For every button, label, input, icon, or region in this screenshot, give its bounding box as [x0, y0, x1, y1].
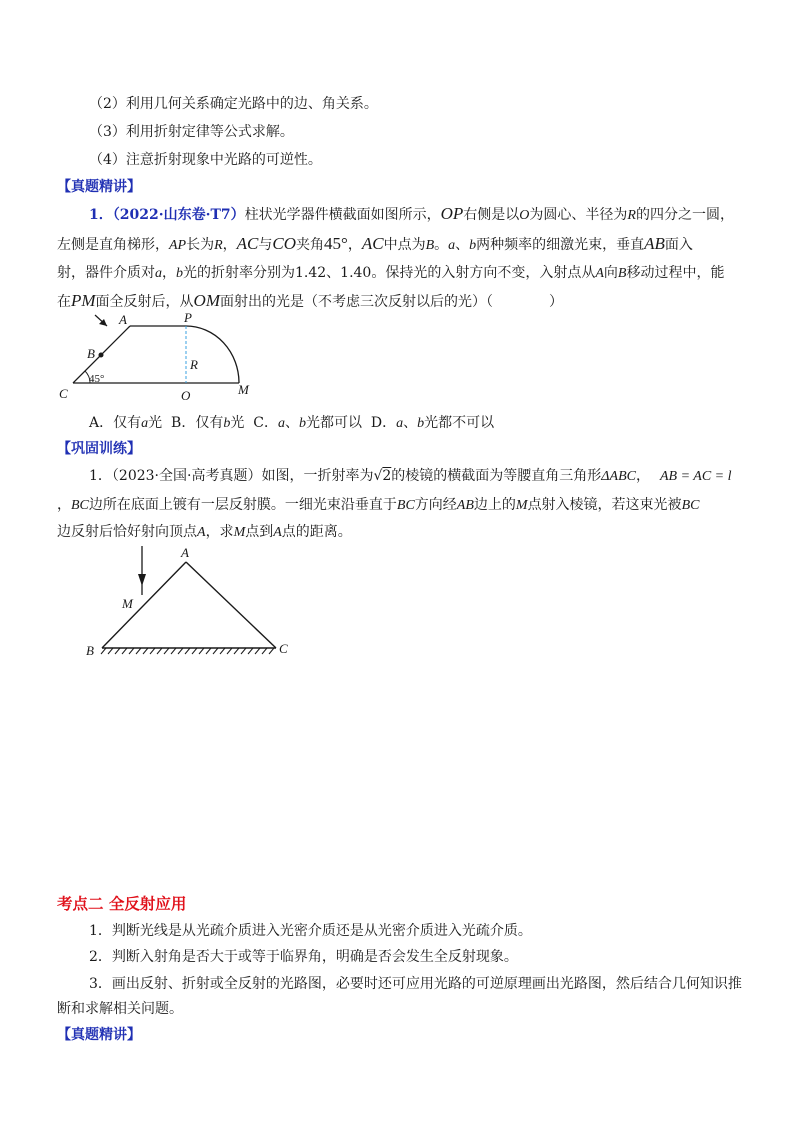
q1-text: 为圆心、半径为	[529, 207, 628, 223]
hatch-mark	[262, 648, 267, 654]
q2-text: 方向经	[414, 497, 457, 513]
section-header-zhenti-2: 【真题精讲】	[57, 1027, 141, 1043]
arc-PM	[186, 326, 239, 383]
option-var: b	[417, 416, 425, 431]
q1-source: （2022·山东卷·T7）	[112, 207, 245, 223]
step-3: （3）利用折射定律等公式求解。	[89, 124, 294, 140]
step-2: （2）利用几何关系确定光路中的边、角关系。	[89, 96, 378, 112]
option-text: 、	[403, 415, 418, 431]
hatch-mark	[115, 648, 120, 654]
hatch-mark	[136, 648, 141, 654]
q1-text: 面射出的光是（不考虑三次反射以后的光）（ ）	[220, 294, 563, 310]
label-A: A	[181, 545, 189, 560]
option-var: a	[141, 416, 149, 431]
kaodian2-item-3: 3．画出反射、折射或全反射的光路图，必要时还可应用光路的可逆原理画出光路图，然后结合几何知识推	[89, 976, 742, 992]
option-c[interactable]	[253, 415, 362, 431]
q2-var: AB	[456, 498, 474, 513]
label-C: C	[279, 641, 288, 656]
q1-number: 1．	[89, 207, 113, 223]
hatch-mark	[206, 648, 211, 654]
kaodian2-title: 考点二 全反射应用	[57, 894, 187, 913]
light-ray-arrowhead	[138, 574, 146, 586]
figure-optical-device	[55, 312, 265, 412]
q1-var: AP	[169, 238, 187, 253]
option-text: B．仅有	[171, 415, 224, 431]
q1-line-4	[57, 290, 563, 313]
q1-text: 长为	[186, 237, 215, 253]
hatch-mark	[192, 648, 197, 654]
q1-text: 向	[603, 265, 618, 281]
q2-text: ，求	[205, 524, 234, 540]
hatch-mark	[248, 648, 253, 654]
hatch-mark	[234, 648, 239, 654]
hatch-mark	[220, 648, 225, 654]
q1-line-2	[57, 233, 693, 257]
q1-text: 两种频率的细激光束，垂直	[476, 237, 645, 253]
hatch-mark	[227, 648, 232, 654]
label-A: A	[119, 312, 127, 327]
kaodian2-item-1: 1．判断光线是从光疏介质进入光密介质还是从光密介质进入光疏介质。	[89, 923, 532, 939]
q1-var: A	[595, 266, 604, 281]
q1-text: 夹角	[296, 237, 325, 253]
q2-text: 边反射后恰好射向顶点	[57, 524, 197, 540]
q2-text: ，	[635, 468, 650, 484]
q2-equation: AB = AC = l	[659, 469, 732, 484]
q2-triangle: ΔABC	[601, 469, 636, 484]
q1-text: 、	[455, 237, 470, 253]
hatch-mark	[157, 648, 162, 654]
q2-var: A	[197, 525, 206, 540]
q1-var: OP	[440, 204, 464, 223]
option-text: 光	[230, 415, 245, 431]
q2-number: 1．	[89, 468, 112, 484]
option-text: 光都可以	[305, 415, 362, 431]
q2-text: 点射入棱镜，若这束光被	[527, 497, 682, 513]
hatch-mark	[199, 648, 204, 654]
q1-text: 左侧是直角梯形，	[57, 237, 169, 253]
figure-prism	[80, 540, 300, 665]
q1-text: ，	[222, 237, 237, 253]
q1-line-3	[57, 262, 724, 285]
hatch-mark	[185, 648, 190, 654]
label-B: B	[86, 643, 94, 658]
q1-var: OM	[193, 291, 220, 310]
q2-text: 点到	[245, 524, 274, 540]
step-4: （4）注意折射现象中光路的可逆性。	[89, 152, 322, 168]
hatch-mark	[171, 648, 176, 654]
q1-options	[89, 412, 494, 435]
hatch-mark	[255, 648, 260, 654]
q1-text: 中点为	[383, 237, 426, 253]
q2-var: M	[515, 498, 528, 513]
option-var: b	[223, 416, 231, 431]
q1-var: PM	[71, 291, 96, 310]
label-B: B	[87, 346, 95, 361]
q2-text: 边所在底面上镀有一层反射膜。一细光束沿垂直于	[88, 497, 397, 513]
option-text: 光都不可以	[424, 415, 495, 431]
q1-var: a	[155, 266, 162, 281]
label-M: M	[122, 596, 133, 611]
option-b[interactable]	[171, 415, 244, 431]
label-C: C	[59, 386, 68, 401]
q1-line-1	[89, 203, 734, 227]
q1-var: B	[617, 266, 627, 281]
kaodian2-item-3-cont: 断和求解相关问题。	[57, 1001, 183, 1017]
q1-var: R	[627, 208, 636, 223]
option-text: 、	[284, 415, 299, 431]
q1-text: ，	[347, 237, 362, 253]
q1-text: 的四分之一圆，	[635, 207, 734, 223]
q1-text: 面全反射后，从	[95, 294, 194, 310]
reflective-film-hatching	[101, 648, 274, 654]
option-text: 光	[148, 415, 163, 431]
label-P: P	[184, 312, 192, 325]
q2-line-2	[57, 494, 699, 517]
option-text: D．	[370, 415, 397, 431]
q1-text: 柱状光学器件横截面如图所示，	[244, 207, 441, 223]
q1-text: 光的折射率分别为1.42、1.40。保持光的入射方向不变，入射点从	[183, 265, 596, 281]
option-d[interactable]	[371, 415, 494, 431]
q2-line-1	[89, 465, 732, 488]
q2-var: M	[233, 525, 246, 540]
section-header-gonggu: 【巩固训练】	[57, 441, 141, 457]
q1-var: B	[425, 238, 435, 253]
q1-text: 面入	[664, 237, 693, 253]
hatch-mark	[101, 648, 106, 654]
q1-text: 移动过程中，能	[626, 265, 725, 281]
q1-var: AB	[644, 234, 665, 253]
label-45: 45°	[89, 373, 105, 385]
q1-text: ，	[162, 265, 176, 281]
option-var: b	[298, 416, 306, 431]
option-a[interactable]	[89, 415, 162, 431]
hatch-mark	[269, 648, 274, 654]
sqrt-sign: √	[373, 468, 383, 484]
hatch-mark	[178, 648, 183, 654]
q2-text: 点的距离。	[281, 524, 352, 540]
q1-var: CO	[272, 234, 297, 253]
hatch-mark	[164, 648, 169, 654]
label-O: O	[181, 388, 191, 403]
q1-var: a	[448, 238, 456, 253]
edge-AC	[186, 562, 276, 648]
q1-text: 射，器件介质对	[57, 265, 155, 281]
label-M: M	[238, 382, 249, 397]
kaodian2-item-2: 2．判断入射角是否大于或等于临界角，明确是否会发生全反射现象。	[89, 949, 518, 965]
section-header-zhenti: 【真题精讲】	[57, 179, 141, 195]
hatch-mark	[129, 648, 134, 654]
hatch-mark	[150, 648, 155, 654]
q2-var: BC	[681, 498, 700, 513]
q1-var: O	[519, 208, 530, 223]
q2-var: A	[273, 525, 282, 540]
q2-var: BC	[396, 498, 415, 513]
q1-var: b	[176, 266, 183, 281]
q2-text: （2023·全国·高考真题）如图，一折射率为	[111, 468, 374, 484]
q2-text: 边上的	[473, 497, 516, 513]
option-text: C．	[253, 415, 278, 431]
q1-text: 与	[258, 237, 273, 253]
q1-angle: 45°	[324, 234, 348, 253]
option-text: A．仅有	[89, 415, 142, 431]
hatch-mark	[241, 648, 246, 654]
q2-text: ，	[57, 497, 71, 513]
label-R: R	[190, 357, 198, 372]
option-var: a	[396, 416, 404, 431]
q1-text: 在	[57, 294, 71, 310]
hatch-mark	[122, 648, 127, 654]
q1-var: AC	[361, 234, 384, 253]
q1-var: b	[469, 238, 477, 253]
point-B-dot	[99, 353, 104, 358]
sqrt-value: 2	[382, 468, 392, 484]
q1-var: AC	[236, 234, 259, 253]
q1-text: 右侧是以	[463, 207, 520, 223]
q2-text: 的棱镜的横截面为等腰直角三角形	[391, 468, 602, 484]
hatch-mark	[108, 648, 113, 654]
q2-var: BC	[71, 498, 89, 513]
option-var: a	[277, 416, 285, 431]
hatch-mark	[213, 648, 218, 654]
q1-text: 。	[434, 237, 449, 253]
q1-var: R	[214, 238, 223, 253]
hatch-mark	[143, 648, 148, 654]
